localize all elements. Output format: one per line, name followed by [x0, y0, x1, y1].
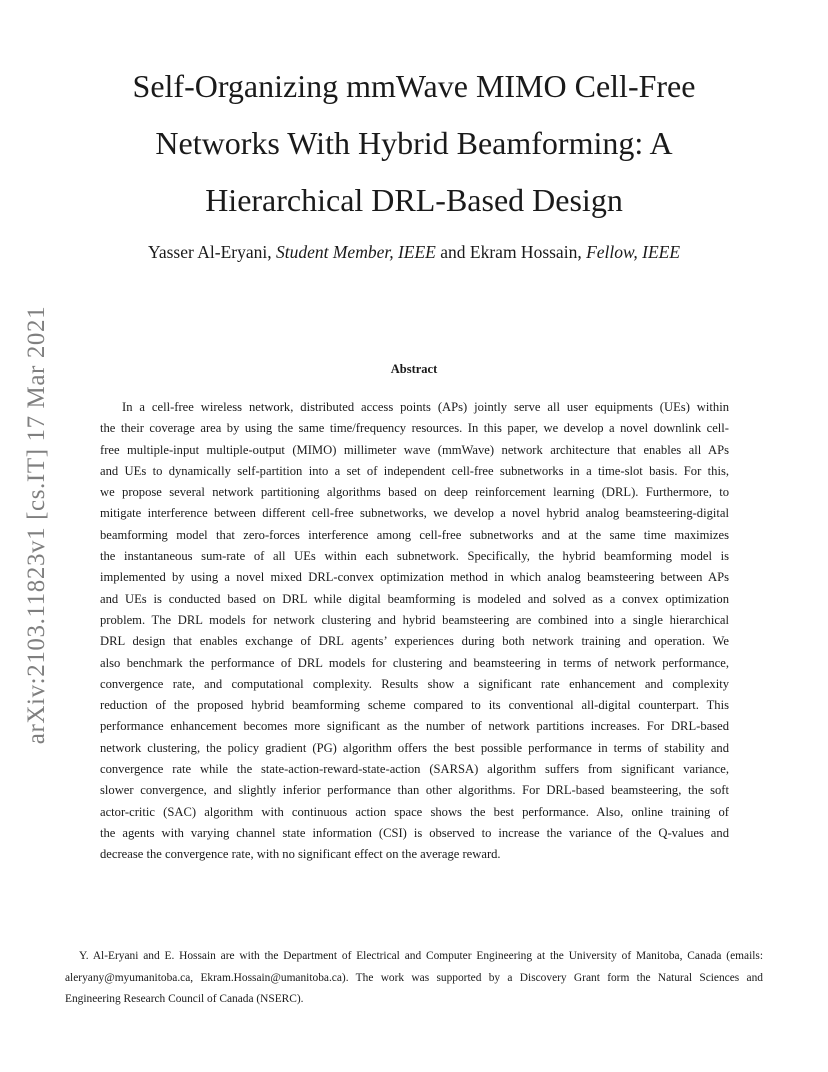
abstract-heading: Abstract — [390, 362, 438, 376]
abstract-line: the their coverage area by using the same time/frequency resources. In this paper, we develop a novel downlink cell- — [100, 421, 729, 436]
abstract-line: beamforming model that zero-forces interference among cell-free subnetworks and at the same time maximizes — [100, 527, 729, 542]
abstract-line: decrease the convergence rate, with no significant effect on the average reward. — [100, 847, 501, 862]
abstract-line: slower convergence, and slightly inferior performance than other algorithms. For DRL-based beamsteering, the soft — [100, 783, 729, 798]
author-line — [100, 242, 728, 263]
abstract-body — [100, 397, 729, 866]
footnote-line: Y. Al-Eryani and E. Hossain are with the Department of Electrical and Computer Engineering at the University of Manitoba, Canada (emails: — [79, 950, 763, 962]
title-line: Networks With Hybrid Beamforming: A — [155, 125, 673, 161]
abstract-line: DRL design that enables exchange of DRL agents’ experiences during both network training and operation. We — [100, 634, 729, 649]
abstract-line: also benchmark the performance of DRL models for clustering and beamsteering in terms of network performance, — [100, 655, 729, 670]
author-name: Ekram Hossain, — [469, 242, 582, 262]
abstract-line: performance enhancement becomes more significant as the number of network partitions increases. For DRL-based — [100, 719, 729, 734]
title-line: Hierarchical DRL-Based Design — [205, 182, 623, 218]
author-role: Fellow, IEEE — [586, 242, 681, 262]
title-line: Self-Organizing mmWave MIMO Cell-Free — [132, 68, 696, 104]
abstract-line: we propose several network partitioning algorithms based on deep reinforcement learning (DRL). Furthermore, to — [100, 485, 729, 500]
abstract-line: the agents with varying channel state information (CSI) is observed to increase the variance of the Q-values and — [100, 825, 729, 840]
author-name: Yasser Al-Eryani, — [147, 242, 272, 262]
author-role: Student Member, IEEE — [275, 242, 436, 262]
footnote-line: aleryany@myumanitoba.ca, Ekram.Hossain@umanitoba.ca). The work was supported by a Discovery Grant form the Natural Sciences and — [65, 971, 763, 984]
abstract-line: reduction of the proposed hybrid beamforming scheme compared to its conventional all-digital counterpart. This — [100, 698, 729, 713]
arxiv-identifier: arXiv:2103.11823v1 [cs.IT] 17 Mar 2021 — [23, 305, 50, 745]
abstract-line: In a cell-free wireless network, distributed access points (APs) jointly serve all user equipments (UEs) within — [122, 400, 729, 414]
affiliation-footnote — [65, 946, 763, 1011]
abstract-line: free multiple-input multiple-output (MIMO) millimeter wave (mmWave) network architecture that enables all APs — [100, 442, 729, 457]
abstract-line: and UEs to dynamically self-partition into a set of independent cell-free subnetworks in a time-slot basis. For this, — [100, 463, 729, 478]
abstract-line: and UEs is conducted based on DRL while digital beamforming is modeled and solved as a convex optimization — [100, 591, 729, 606]
paper-title — [100, 58, 728, 229]
abstract-line: convergence rate, and computational complexity. Results show a significant rate enhancement and complexity — [100, 676, 729, 691]
abstract-line: convergence rate while the state-action-reward-state-action (SARSA) algorithm suffers from significant variance, — [100, 762, 729, 777]
author-conjunction: and — [440, 242, 466, 262]
abstract-line: the instantaneous sum-rate of all UEs within each subnetwork. Specifically, the hybrid beamforming model is — [100, 549, 729, 564]
abstract-line: actor-critic (SAC) algorithm with continuous action space shows the best performance. Also, online training of — [100, 804, 729, 819]
footnote-line: Engineering Research Council of Canada (NSERC). — [65, 993, 304, 1005]
abstract-line: network clustering, the policy gradient (PG) algorithm offers the best possible performance in terms of stability and — [100, 740, 729, 755]
abstract-line: mitigate interference between different cell-free subnetworks, we develop a novel hybrid analog beamsteering-digital — [100, 506, 729, 521]
abstract-line: problem. The DRL models for network clustering and hybrid beamsteering are combined into a single hierarchical — [100, 612, 729, 627]
abstract-line: implemented by using a novel mixed DRL-convex optimization method in which analog beamsteering between APs — [100, 570, 729, 585]
